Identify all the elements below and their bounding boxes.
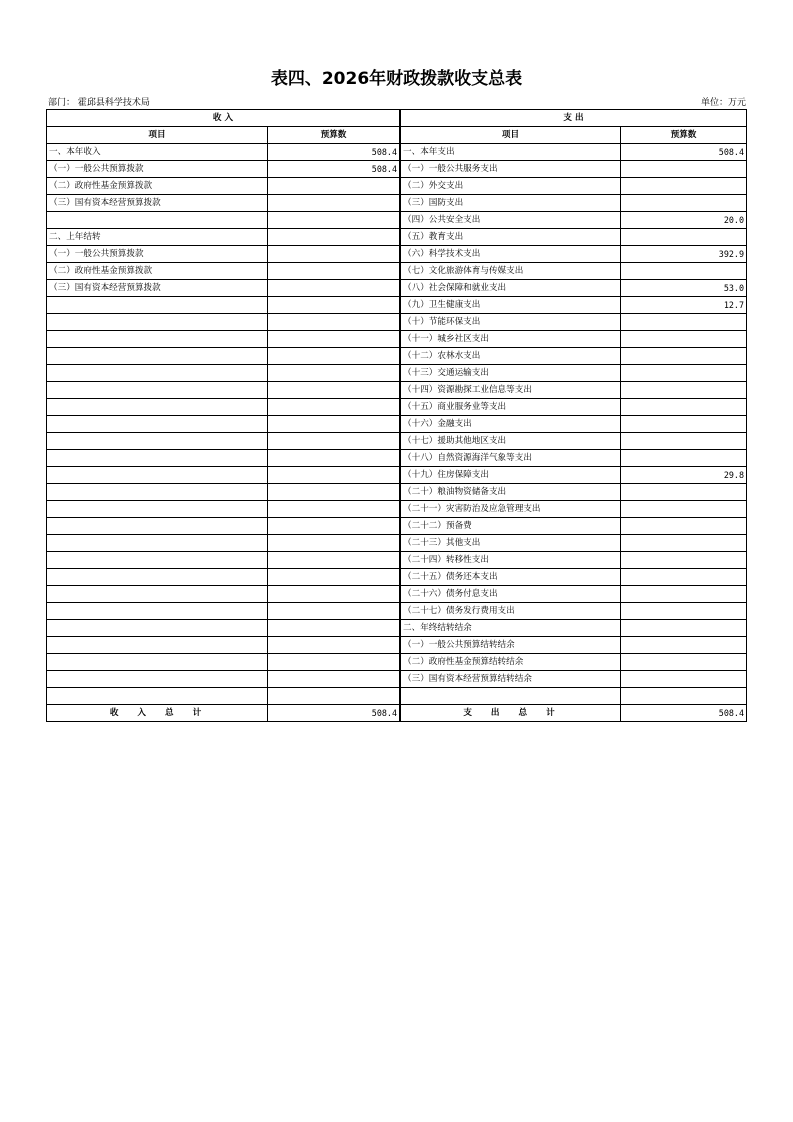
income-item-cell: （一）一般公共预算拨款	[47, 246, 268, 263]
expense-item-cell: 一、本年支出	[401, 144, 621, 161]
expense-budget-cell	[621, 195, 747, 212]
table-row	[47, 586, 747, 603]
expense-total-value: 508.4	[621, 705, 747, 722]
income-item-cell: （三）国有资本经营预算拨款	[47, 280, 268, 297]
income-budget-cell	[268, 280, 400, 297]
income-item-cell	[47, 518, 268, 535]
expense-budget-header: 预算数	[621, 127, 747, 144]
table-row	[47, 365, 747, 382]
income-budget-cell	[268, 671, 400, 688]
total-row	[47, 705, 747, 722]
income-item-cell	[47, 569, 268, 586]
income-budget-cell	[268, 416, 400, 433]
expense-item-cell: （十五）商业服务业等支出	[401, 399, 621, 416]
expense-budget-cell	[621, 569, 747, 586]
section-header-row	[47, 110, 747, 127]
expense-item-cell: 二、年终结转结余	[401, 620, 621, 637]
expense-budget-cell: 12.7	[621, 297, 747, 314]
income-budget-cell	[268, 654, 400, 671]
income-budget-cell	[268, 484, 400, 501]
expense-budget-cell	[621, 450, 747, 467]
income-item-cell: （三）国有资本经营预算拨款	[47, 195, 268, 212]
income-budget-cell	[268, 501, 400, 518]
income-budget-cell	[268, 450, 400, 467]
table-row	[47, 399, 747, 416]
expense-budget-cell: 392.9	[621, 246, 747, 263]
income-total-value: 508.4	[268, 705, 400, 722]
income-item-cell	[47, 297, 268, 314]
table-row	[47, 280, 747, 297]
table-row	[47, 501, 747, 518]
expense-item-cell: （三）国防支出	[401, 195, 621, 212]
expense-budget-cell	[621, 399, 747, 416]
table-row	[47, 654, 747, 671]
income-budget-cell	[268, 518, 400, 535]
expense-budget-cell	[621, 365, 747, 382]
income-budget-cell	[268, 297, 400, 314]
income-budget-cell	[268, 382, 400, 399]
expense-item-cell: （十三）交通运输支出	[401, 365, 621, 382]
unit-label: 单位：万元	[700, 98, 746, 108]
income-budget-cell	[268, 569, 400, 586]
table-row	[47, 433, 747, 450]
expense-item-cell: （二十一）灾害防治及应急管理支出	[401, 501, 621, 518]
income-total-label: 收 入 总 计	[47, 705, 268, 722]
expense-budget-cell	[621, 263, 747, 280]
expense-item-cell: （四）公共安全支出	[401, 212, 621, 229]
expense-item-cell: （三）国有资本经营预算结转结余	[401, 671, 621, 688]
income-item-cell: 二、上年结转	[47, 229, 268, 246]
table-row	[47, 518, 747, 535]
income-item-cell	[47, 348, 268, 365]
income-item-cell: （二）政府性基金预算拨款	[47, 178, 268, 195]
department-label: 部门： 霍邱县科学技术局	[48, 98, 150, 108]
expense-item-cell: （六）科学技术支出	[401, 246, 621, 263]
table-row	[47, 450, 747, 467]
expense-budget-cell	[621, 416, 747, 433]
expense-budget-cell	[621, 637, 747, 654]
table-row	[47, 671, 747, 688]
income-budget-cell	[268, 586, 400, 603]
income-item-cell	[47, 501, 268, 518]
expense-item-cell: （九）卫生健康支出	[401, 297, 621, 314]
expense-item-cell: （十一）城乡社区支出	[401, 331, 621, 348]
report-meta	[48, 95, 746, 109]
table-row	[47, 688, 747, 705]
expense-budget-cell	[621, 535, 747, 552]
income-budget-cell	[268, 263, 400, 280]
table-row	[47, 212, 747, 229]
income-budget-cell	[268, 637, 400, 654]
income-budget-cell	[268, 212, 400, 229]
expense-budget-cell	[621, 331, 747, 348]
table-row	[47, 382, 747, 399]
income-item-cell	[47, 586, 268, 603]
income-item-cell	[47, 212, 268, 229]
income-budget-cell	[268, 467, 400, 484]
income-item-header: 项目	[47, 127, 268, 144]
expense-section-header: 支 出	[401, 110, 747, 127]
income-item-cell	[47, 535, 268, 552]
expense-item-cell: （一）一般公共服务支出	[401, 161, 621, 178]
income-budget-cell	[268, 688, 400, 705]
expense-budget-cell	[621, 178, 747, 195]
income-item-cell	[47, 654, 268, 671]
expense-budget-cell	[621, 161, 747, 178]
income-item-cell	[47, 620, 268, 637]
table-row	[47, 331, 747, 348]
table-row	[47, 263, 747, 280]
budget-table	[46, 109, 747, 722]
income-budget-cell	[268, 314, 400, 331]
expense-budget-cell	[621, 314, 747, 331]
expense-budget-cell	[621, 603, 747, 620]
table-row	[47, 637, 747, 654]
income-item-cell	[47, 416, 268, 433]
expense-item-cell: （八）社会保障和就业支出	[401, 280, 621, 297]
income-item-cell	[47, 484, 268, 501]
table-row	[47, 314, 747, 331]
table-row	[47, 569, 747, 586]
expense-budget-cell: 508.4	[621, 144, 747, 161]
expense-item-cell: （二）外交支出	[401, 178, 621, 195]
income-item-cell	[47, 433, 268, 450]
table-row	[47, 416, 747, 433]
expense-budget-cell	[621, 229, 747, 246]
table-row	[47, 178, 747, 195]
expense-budget-cell	[621, 620, 747, 637]
expense-item-cell	[401, 688, 621, 705]
expense-item-cell: （十七）援助其他地区支出	[401, 433, 621, 450]
income-item-cell	[47, 331, 268, 348]
expense-item-cell: （二十）粮油物资储备支出	[401, 484, 621, 501]
column-header-row	[47, 127, 747, 144]
expense-item-cell: （七）文化旅游体育与传媒支出	[401, 263, 621, 280]
income-item-cell: （一）一般公共预算拨款	[47, 161, 268, 178]
expense-item-cell: （十八）自然资源海洋气象等支出	[401, 450, 621, 467]
income-item-cell	[47, 314, 268, 331]
table-row	[47, 467, 747, 484]
income-budget-cell	[268, 433, 400, 450]
expense-budget-cell	[621, 382, 747, 399]
expense-item-cell: （五）教育支出	[401, 229, 621, 246]
table-row	[47, 603, 747, 620]
income-item-cell	[47, 671, 268, 688]
income-budget-cell	[268, 246, 400, 263]
expense-budget-cell	[621, 433, 747, 450]
table-row	[47, 297, 747, 314]
expense-budget-cell	[621, 688, 747, 705]
expense-item-cell: （二十三）其他支出	[401, 535, 621, 552]
income-item-cell	[47, 399, 268, 416]
expense-budget-cell	[621, 348, 747, 365]
income-item-cell: （二）政府性基金预算拨款	[47, 263, 268, 280]
expense-budget-cell	[621, 552, 747, 569]
expense-budget-cell	[621, 518, 747, 535]
income-item-cell	[47, 688, 268, 705]
table-row	[47, 348, 747, 365]
income-item-cell	[47, 382, 268, 399]
expense-item-cell: （二十二）预备费	[401, 518, 621, 535]
income-budget-cell	[268, 365, 400, 382]
expense-budget-cell: 29.8	[621, 467, 747, 484]
income-budget-cell	[268, 178, 400, 195]
expense-budget-cell: 20.0	[621, 212, 747, 229]
income-budget-cell	[268, 399, 400, 416]
table-row	[47, 620, 747, 637]
expense-item-cell: （二十四）转移性支出	[401, 552, 621, 569]
expense-item-cell: （一）一般公共预算结转结余	[401, 637, 621, 654]
expense-item-cell: （十六）金融支出	[401, 416, 621, 433]
table-row	[47, 246, 747, 263]
income-item-cell	[47, 603, 268, 620]
expense-total-label: 支 出 总 计	[401, 705, 621, 722]
income-budget-cell	[268, 552, 400, 569]
expense-budget-cell	[621, 671, 747, 688]
expense-item-header: 项目	[401, 127, 621, 144]
expense-budget-cell	[621, 484, 747, 501]
expense-budget-cell: 53.0	[621, 280, 747, 297]
table-row	[47, 144, 747, 161]
income-budget-cell	[268, 195, 400, 212]
income-budget-cell	[268, 535, 400, 552]
table-row	[47, 535, 747, 552]
expense-item-cell: （十九）住房保障支出	[401, 467, 621, 484]
table-row	[47, 229, 747, 246]
income-item-cell	[47, 450, 268, 467]
income-budget-cell	[268, 348, 400, 365]
table-row	[47, 484, 747, 501]
expense-item-cell: （二十五）债务还本支出	[401, 569, 621, 586]
expense-item-cell: （十）节能环保支出	[401, 314, 621, 331]
income-budget-cell: 508.4	[268, 144, 400, 161]
expense-budget-cell	[621, 654, 747, 671]
expense-item-cell: （十四）资源勘探工业信息等支出	[401, 382, 621, 399]
income-item-cell	[47, 365, 268, 382]
income-budget-header: 预算数	[268, 127, 400, 144]
income-item-cell	[47, 552, 268, 569]
expense-item-cell: （二十七）债务发行费用支出	[401, 603, 621, 620]
income-budget-cell	[268, 331, 400, 348]
expense-item-cell: （二十六）债务付息支出	[401, 586, 621, 603]
expense-item-cell: （十二）农林水支出	[401, 348, 621, 365]
income-budget-cell	[268, 620, 400, 637]
income-item-cell: 一、本年收入	[47, 144, 268, 161]
table-row	[47, 195, 747, 212]
income-section-header: 收 入	[47, 110, 400, 127]
expense-budget-cell	[621, 586, 747, 603]
page-title: 表四、2026年财政拨款收支总表	[270, 69, 523, 89]
income-item-cell	[47, 467, 268, 484]
income-budget-cell	[268, 603, 400, 620]
table-row	[47, 552, 747, 569]
expense-item-cell: （二）政府性基金预算结转结余	[401, 654, 621, 671]
expense-budget-cell	[621, 501, 747, 518]
income-item-cell	[47, 637, 268, 654]
income-budget-cell	[268, 229, 400, 246]
income-budget-cell: 508.4	[268, 161, 400, 178]
table-row	[47, 161, 747, 178]
